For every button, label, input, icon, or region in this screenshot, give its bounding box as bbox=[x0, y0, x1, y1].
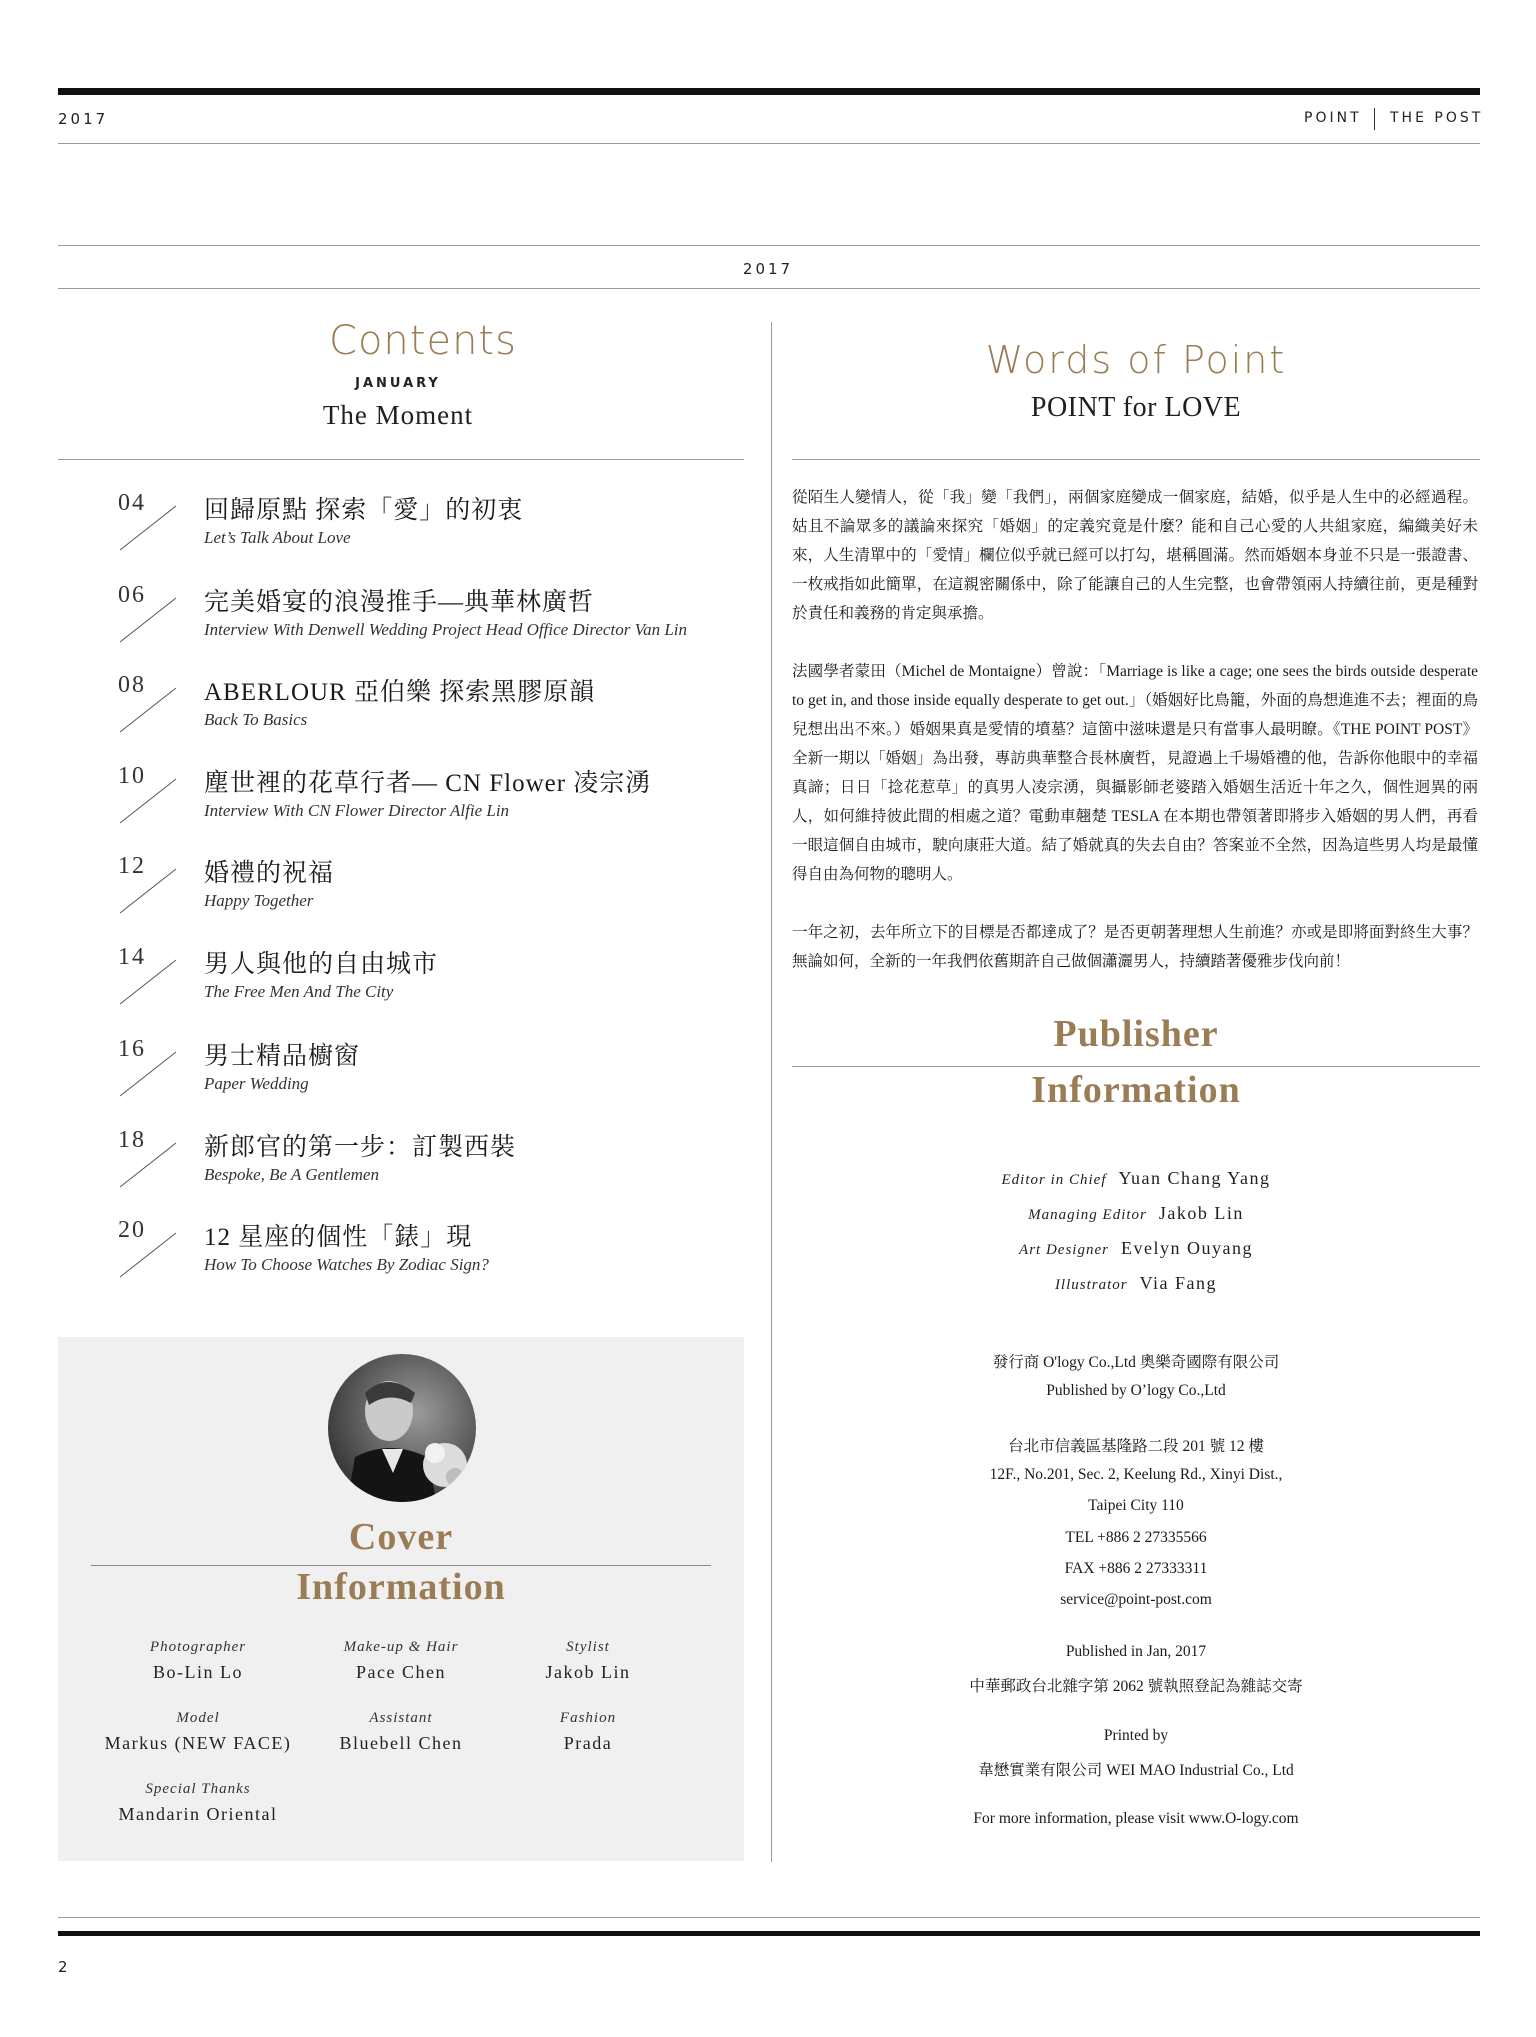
tel: TEL +886 2 27335566 bbox=[1065, 1529, 1207, 1546]
toc-page-number: 20 bbox=[118, 1217, 146, 1243]
issuer-en: Published by O’logy Co.,Ltd bbox=[1046, 1382, 1226, 1399]
staff-row: Managing Editor Jakob Lin bbox=[1028, 1203, 1244, 1223]
toc-page-number: 16 bbox=[118, 1036, 146, 1062]
toc-title: 完美婚宴的浪漫推手—典華林廣哲 bbox=[204, 589, 595, 616]
contents-rule bbox=[58, 459, 744, 460]
slash-icon bbox=[118, 678, 188, 734]
toc-item[interactable] bbox=[118, 672, 758, 752]
toc-title: 12 星座的個性「錶」現 bbox=[204, 1224, 473, 1251]
toc-page-number: 08 bbox=[118, 672, 146, 698]
cover-photo bbox=[327, 1353, 477, 1503]
published-date: Published in Jan, 2017 bbox=[1065, 1643, 1207, 1660]
credit-photographer: Photographer Bo-Lin Lo bbox=[149, 1639, 247, 1682]
toc-title: ABERLOUR 亞伯樂 探索黑膠原韻 bbox=[204, 679, 596, 706]
printed-label: Printed by bbox=[1103, 1727, 1169, 1744]
staff-row: Art Designer Evelyn Ouyang bbox=[1019, 1238, 1253, 1258]
toc-subtitle: Paper Wedding bbox=[204, 1074, 309, 1093]
footer-thick-rule bbox=[58, 1931, 1480, 1936]
slash-icon bbox=[118, 588, 188, 644]
address-en-line1: 12F., No.201, Sec. 2, Keelung Rd., Xinyi Dist., bbox=[989, 1466, 1283, 1483]
toc-subtitle: Bespoke, Be A Gentlemen bbox=[204, 1165, 379, 1184]
toc-item[interactable] bbox=[118, 1036, 758, 1116]
email-link[interactable]: service@point-post.com bbox=[1060, 1591, 1212, 1608]
toc-page-number: 18 bbox=[118, 1127, 146, 1153]
credit-model: Model Markus (NEW FACE) bbox=[104, 1710, 292, 1753]
publisher-title-line1: Publisher bbox=[1053, 1013, 1219, 1055]
registration: 中華郵政台北雜字第 2062 號執照登記為雜誌交寄 bbox=[969, 1678, 1303, 1695]
header-brand-left: POINT bbox=[1304, 110, 1362, 126]
credit-special-thanks: Special Thanks Mandarin Oriental bbox=[118, 1781, 278, 1824]
toc-item[interactable] bbox=[118, 490, 758, 570]
credit-makeup: Make-up & Hair Pace Chen bbox=[343, 1639, 459, 1682]
section-year: 2017 bbox=[742, 260, 794, 278]
words-title: Words of Point bbox=[985, 338, 1287, 382]
slash-icon bbox=[118, 496, 188, 552]
toc-title: 塵世裡的花草行者— CN Flower 凌宗湧 bbox=[204, 770, 652, 797]
toc-page-number: 06 bbox=[118, 582, 146, 608]
toc-item[interactable] bbox=[118, 582, 758, 662]
staff-row: Editor in Chief Yuan Chang Yang bbox=[1001, 1168, 1271, 1188]
publisher-title-line2: Information bbox=[1031, 1069, 1241, 1111]
toc-title: 回歸原點 探索「愛」的初衷 bbox=[204, 497, 524, 524]
slash-icon bbox=[118, 950, 188, 1006]
column-divider bbox=[771, 322, 772, 1862]
toc-item[interactable] bbox=[118, 1127, 758, 1207]
section-top-rule bbox=[58, 245, 1480, 246]
toc-subtitle: The Free Men And The City bbox=[204, 982, 394, 1001]
words-subtitle: POINT for LOVE bbox=[1030, 392, 1242, 423]
toc-item[interactable] bbox=[118, 853, 758, 933]
toc-title: 男人與他的自由城市 bbox=[204, 951, 439, 978]
credit-fashion: Fashion Prada bbox=[559, 1710, 617, 1753]
cover-info-panel bbox=[58, 1337, 744, 1861]
words-paragraph-1: 從陌生人變情人，從「我」變「我們」，兩個家庭變成一個家庭，結婚，似乎是人生中的必經過程。姑且不論眾多的議論來探究「婚姻」的定義究竟是什麼？能和自己心愛的人共組家庭，編織美好未來，人生清單中的「愛情」欄位似乎就已經可以打勾，堪稱圓滿。然而婚姻本身並不只是一張證書、一枚戒指如此簡單，在這親密關係中，除了能讓自己的人生完整，也會帶領兩人持續往前，更是種對於責任和義務的肯定與承擔。 bbox=[792, 489, 1478, 622]
slash-icon bbox=[118, 769, 188, 825]
address-en-line2: Taipei City 110 bbox=[1088, 1497, 1184, 1514]
staff-row: Illustrator Via Fang bbox=[1054, 1273, 1218, 1293]
header-thin-rule bbox=[58, 143, 1480, 144]
address-zh: 台北市信義區基隆路二段 201 號 12 樓 bbox=[1008, 1438, 1264, 1455]
issuer-zh: 發行商 O'logy Co.,Ltd 奧樂奇國際有限公司 bbox=[992, 1354, 1280, 1371]
words-paragraph-3: 一年之初，去年所立下的目標是否都達成了？是否更朝著理想人生前進？亦或是即將面對終生大事？無論如何，全新的一年我們依舊期許自己做個瀟灑男人，持續踏著優雅步伐向前！ bbox=[792, 924, 1478, 970]
more-info-link[interactable]: For more information, please visit www.O-logy.com bbox=[973, 1810, 1299, 1827]
header-divider bbox=[1374, 108, 1375, 130]
page-number: 2 bbox=[58, 1958, 69, 1976]
cover-title-line1: Cover bbox=[348, 1516, 454, 1558]
words-rule bbox=[792, 459, 1480, 460]
slash-icon bbox=[118, 859, 188, 915]
section-bottom-rule bbox=[58, 288, 1480, 289]
contents-theme: The Moment bbox=[322, 400, 474, 430]
contents-title: Contents bbox=[329, 318, 517, 364]
publisher-rule bbox=[792, 1066, 1480, 1067]
toc-subtitle: Let’s Talk About Love bbox=[204, 528, 351, 547]
printer: 韋懋實業有限公司 WEI MAO Industrial Co., Ltd bbox=[978, 1762, 1294, 1779]
toc-page-number: 14 bbox=[118, 944, 146, 970]
top-thick-rule bbox=[58, 88, 1480, 95]
publisher-staff bbox=[792, 1168, 1480, 1308]
footer-thin-rule bbox=[58, 1917, 1480, 1918]
slash-icon bbox=[118, 1042, 188, 1098]
toc-subtitle: Happy Together bbox=[204, 891, 314, 910]
toc-title: 婚禮的祝福 bbox=[204, 860, 335, 887]
toc-subtitle: Interview With Denwell Wedding Project Head Office Director Van Lin bbox=[204, 620, 687, 639]
toc-page-number: 12 bbox=[118, 853, 146, 879]
toc-page-number: 10 bbox=[118, 763, 146, 789]
header-year: 2017 bbox=[58, 110, 109, 128]
credit-assistant: Assistant Bluebell Chen bbox=[339, 1710, 463, 1753]
toc-page-number: 04 bbox=[118, 490, 146, 516]
toc-item[interactable] bbox=[118, 1217, 758, 1297]
toc-subtitle: Interview With CN Flower Director Alfie Lin bbox=[204, 801, 510, 820]
words-paragraph-2: 法國學者蒙田（Michel de Montaigne）曾說：「Marriage is like a cage; one sees the birds outside desperate to get in, and those inside equally desperate to get out.」（婚姻好比鳥籠，外面的鳥想進進不去；裡面的鳥兒想出出不來。）婚姻果真是愛情的墳墓？這箇中滋味還是只有當事人最明瞭。《THE POINT POST》全新一期以「婚姻」為出發，專訪典華整合長林廣哲，見證過上千場婚禮的他，告訴你他眼中的幸福真諦；日日「捻花惹草」的真男人凌宗湧，與攝影師老婆踏入婚姻生活近十年之久，個性迥異的兩人，如何維持彼此間的相處之道？電動車翹楚 TESLA 在本期也帶領著即將步入婚姻的男人們，再看一眼這個自由城市，駛向康莊大道。結了婚就真的失去自由？答案並不全然，因為這些男人均是最懂得自由為何物的聰明人。 bbox=[792, 663, 1478, 883]
contents-month: JANUARY bbox=[355, 376, 441, 391]
header-brand-right: THE POST bbox=[1390, 110, 1484, 126]
slash-icon bbox=[118, 1133, 188, 1189]
toc-subtitle: Back To Basics bbox=[204, 710, 308, 729]
slash-icon bbox=[118, 1223, 188, 1279]
fax: FAX +886 2 27333311 bbox=[1064, 1560, 1208, 1577]
toc-title: 男士精品櫥窗 bbox=[204, 1043, 361, 1070]
cover-title-line2: Information bbox=[296, 1566, 506, 1608]
toc-title: 新郎官的第一步：訂製西裝 bbox=[204, 1134, 517, 1161]
toc-item[interactable] bbox=[118, 944, 758, 1024]
toc-item[interactable] bbox=[118, 763, 758, 843]
toc-subtitle: How To Choose Watches By Zodiac Sign? bbox=[204, 1255, 489, 1274]
credit-stylist: Stylist Jakob Lin bbox=[545, 1639, 631, 1682]
